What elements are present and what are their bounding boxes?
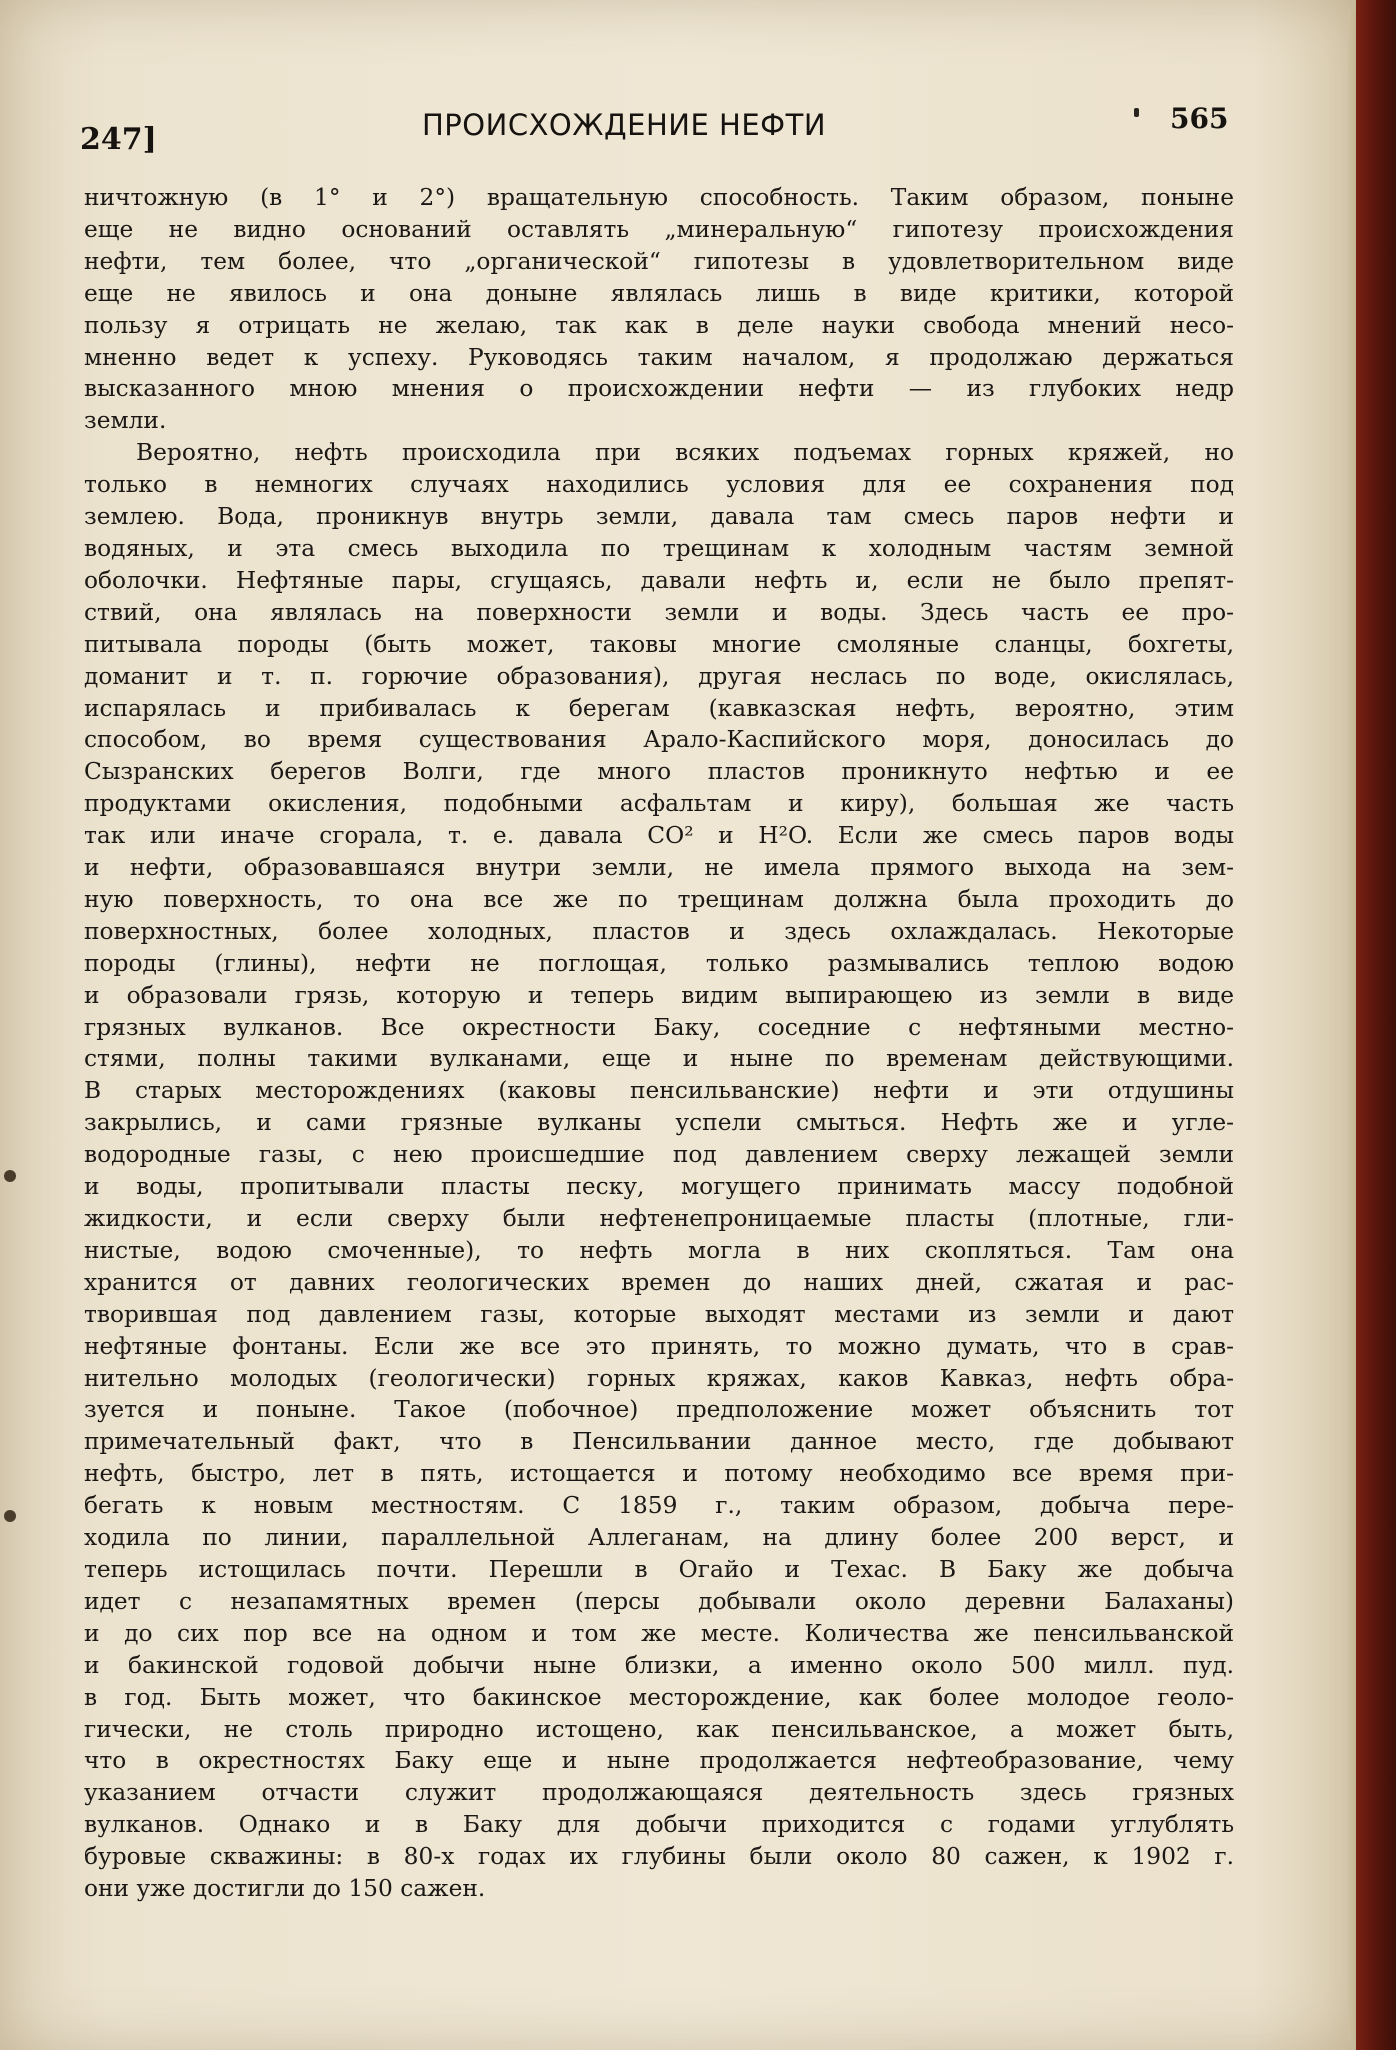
text-line: закрылись, и сами грязные вулканы успели смыться. Нефть же и угле- xyxy=(84,1109,1234,1137)
text-line: ходила по линии, параллельной Аллеганам, на длину более 200 верст, и xyxy=(84,1524,1234,1552)
text-line: что в окрестностях Баку еще и ныне продолжается нефтеобразование, чему xyxy=(84,1747,1234,1775)
text-line: буровые скважины: в 80-х годах их глубины были около 80 сажен, к 1902 г. xyxy=(84,1843,1234,1871)
binding-hole xyxy=(4,1510,16,1522)
text-line: нистые, водою смоченные), то нефть могла в них скопляться. Там она xyxy=(84,1236,1234,1264)
paragraph-end-line: земли. xyxy=(84,407,167,435)
text-line: и образовали грязь, которую и теперь видим выпирающею из земли в виде xyxy=(84,981,1234,1009)
paragraph-first-line: Вероятно, нефть происходила при всяких подъемах горных кряжей, но xyxy=(136,439,1234,467)
text-line: продуктами окисления, подобными асфальтам и киру), большая же часть xyxy=(84,790,1234,818)
text-line: ную поверхность, то она все же по трещинам должна была проходить до xyxy=(84,885,1234,913)
text-line: В старых месторождениях (каковы пенсильванские) нефти и эти отдушины xyxy=(84,1077,1234,1105)
text-line: так или иначе сгорала, т. е. давала CO² и H²O. Если же смесь паров воды xyxy=(84,822,1234,850)
text-line: Сызранских берегов Волги, где много пластов проникнуто нефтью и ее xyxy=(84,758,1234,786)
text-line: доманит и т. п. горючие образования), другая неслась по воде, окислялась, xyxy=(84,662,1234,690)
text-line: ничтожную (в 1° и 2°) вращательную способность. Таким образом, поныне xyxy=(84,184,1234,211)
text-line: примечательный факт, что в Пенсильвании данное место, где добывают xyxy=(84,1428,1234,1456)
text-line: высказанного мною мнения о происхождении нефти — из глубоких недр xyxy=(84,375,1234,403)
text-line: испарялась и прибивалась к берегам (кавказская нефть, вероятно, этим xyxy=(84,694,1234,722)
text-line: землею. Вода, проникнув внутрь земли, давала там смесь паров нефти и xyxy=(84,503,1234,531)
text-line: нительно молодых (геологически) горных кряжах, каков Кавказ, нефть обра- xyxy=(84,1364,1234,1392)
text-line: в год. Быть может, что бакинское месторождение, как более молодое геоло- xyxy=(84,1683,1234,1711)
text-line: бегать к новым местностям. С 1859 г., таким образом, добыча пере- xyxy=(84,1492,1234,1520)
text-line: мненно ведет к успеху. Руководясь таким началом, я продолжаю держаться xyxy=(84,343,1234,371)
text-line: стями, полны такими вулканами, еще и ныне по временам действующими. xyxy=(84,1045,1234,1073)
text-line: водородные газы, с нею происшедшие под давлением сверху лежащей земли xyxy=(84,1141,1234,1169)
running-header xyxy=(80,102,1230,158)
text-line: способом, во время существования Арало-Каспийского моря, доносилась до xyxy=(84,726,1234,754)
text-line: гически, не столь природно истощено, как пенсильванское, а может быть, xyxy=(84,1715,1234,1743)
text-line: грязных вулканов. Все окрестности Баку, соседние с нефтяными местно- xyxy=(84,1013,1234,1041)
body-text xyxy=(84,182,1234,1905)
text-line: водяных, и эта смесь выходила по трещинам к холодным частям земной xyxy=(84,534,1234,562)
text-line: еще не видно оснований оставлять „минеральную“ гипотезу происхождения xyxy=(84,215,1234,243)
text-line: жидкости, и если сверху были нефтенепроницаемые пласты (плотные, гли- xyxy=(84,1205,1234,1232)
text-line: еще не явилось и она доныне являлась лишь в виде критики, которой xyxy=(84,279,1234,307)
text-line: нефтяные фонтаны. Если же все это принять, то можно думать, что в срав- xyxy=(84,1332,1234,1360)
page-title: ПРОИСХОЖДЕНИЕ НЕФТИ xyxy=(422,108,827,142)
text-line: породы (глины), нефти не поглощая, только размывались теплою водою xyxy=(84,949,1234,977)
text-line: зуется и поныне. Такое (побочное) предположение может объяснить тот xyxy=(84,1396,1234,1424)
text-line: нефть, быстро, лет в пять, истощается и потому необходимо все время при- xyxy=(84,1460,1234,1488)
text-line: поверхностных, более холодных, пластов и здесь охлаждалась. Некоторые xyxy=(84,917,1234,945)
text-line: идет с незапамятных времен (персы добывали около деревни Балаханы) xyxy=(84,1587,1234,1615)
text-line: только в немногих случаях находились условия для ее сохранения под xyxy=(84,471,1234,499)
text-line: и нефти, образовавшаяся внутри земли, не имела прямого выхода на зем- xyxy=(84,854,1234,882)
text-line: нефти, тем более, что „органической“ гипотезы в удовлетворительном виде xyxy=(84,247,1234,275)
book-cover-edge xyxy=(1356,0,1396,2050)
text-line: и бакинской годовой добычи ныне близки, а именно около 500 милл. пуд. xyxy=(84,1651,1234,1679)
section-reference: 247] xyxy=(80,122,157,157)
paragraph-end-line: они уже достигли до 150 сажен. xyxy=(84,1875,486,1903)
page-number: 565 xyxy=(1170,102,1229,135)
text-line: питывала породы (быть может, таковы многие смоляные сланцы, бохгеты, xyxy=(84,630,1234,658)
text-line: теперь истощилась почти. Перешли в Огайо и Техас. В Баку же добыча xyxy=(84,1555,1234,1583)
text-line: и до сих пор все на одном и том же месте. Количества же пенсильванской xyxy=(84,1619,1234,1647)
text-line: творившая под давлением газы, которые выходят местами из земли и дают xyxy=(84,1300,1234,1328)
binding-hole xyxy=(4,1170,16,1182)
text-line: вулканов. Однако и в Баку для добычи приходится с годами углублять xyxy=(84,1811,1234,1839)
text-line: указанием отчасти служит продолжающаяся деятельность здесь грязных xyxy=(84,1779,1234,1807)
text-line: оболочки. Нефтяные пары, сгущаясь, давали нефть и, если не было препят- xyxy=(84,566,1234,594)
text-line: пользу я отрицать не желаю, так как в деле науки свобода мнений несо- xyxy=(84,311,1234,339)
text-line: хранится от давних геологических времен до наших дней, сжатая и рас- xyxy=(84,1268,1234,1296)
text-line: и воды, пропитывали пласты песку, могущего принимать массу подобной xyxy=(84,1173,1234,1201)
text-line: ствий, она являлась на поверхности земли и воды. Здесь часть ее про- xyxy=(84,598,1234,626)
